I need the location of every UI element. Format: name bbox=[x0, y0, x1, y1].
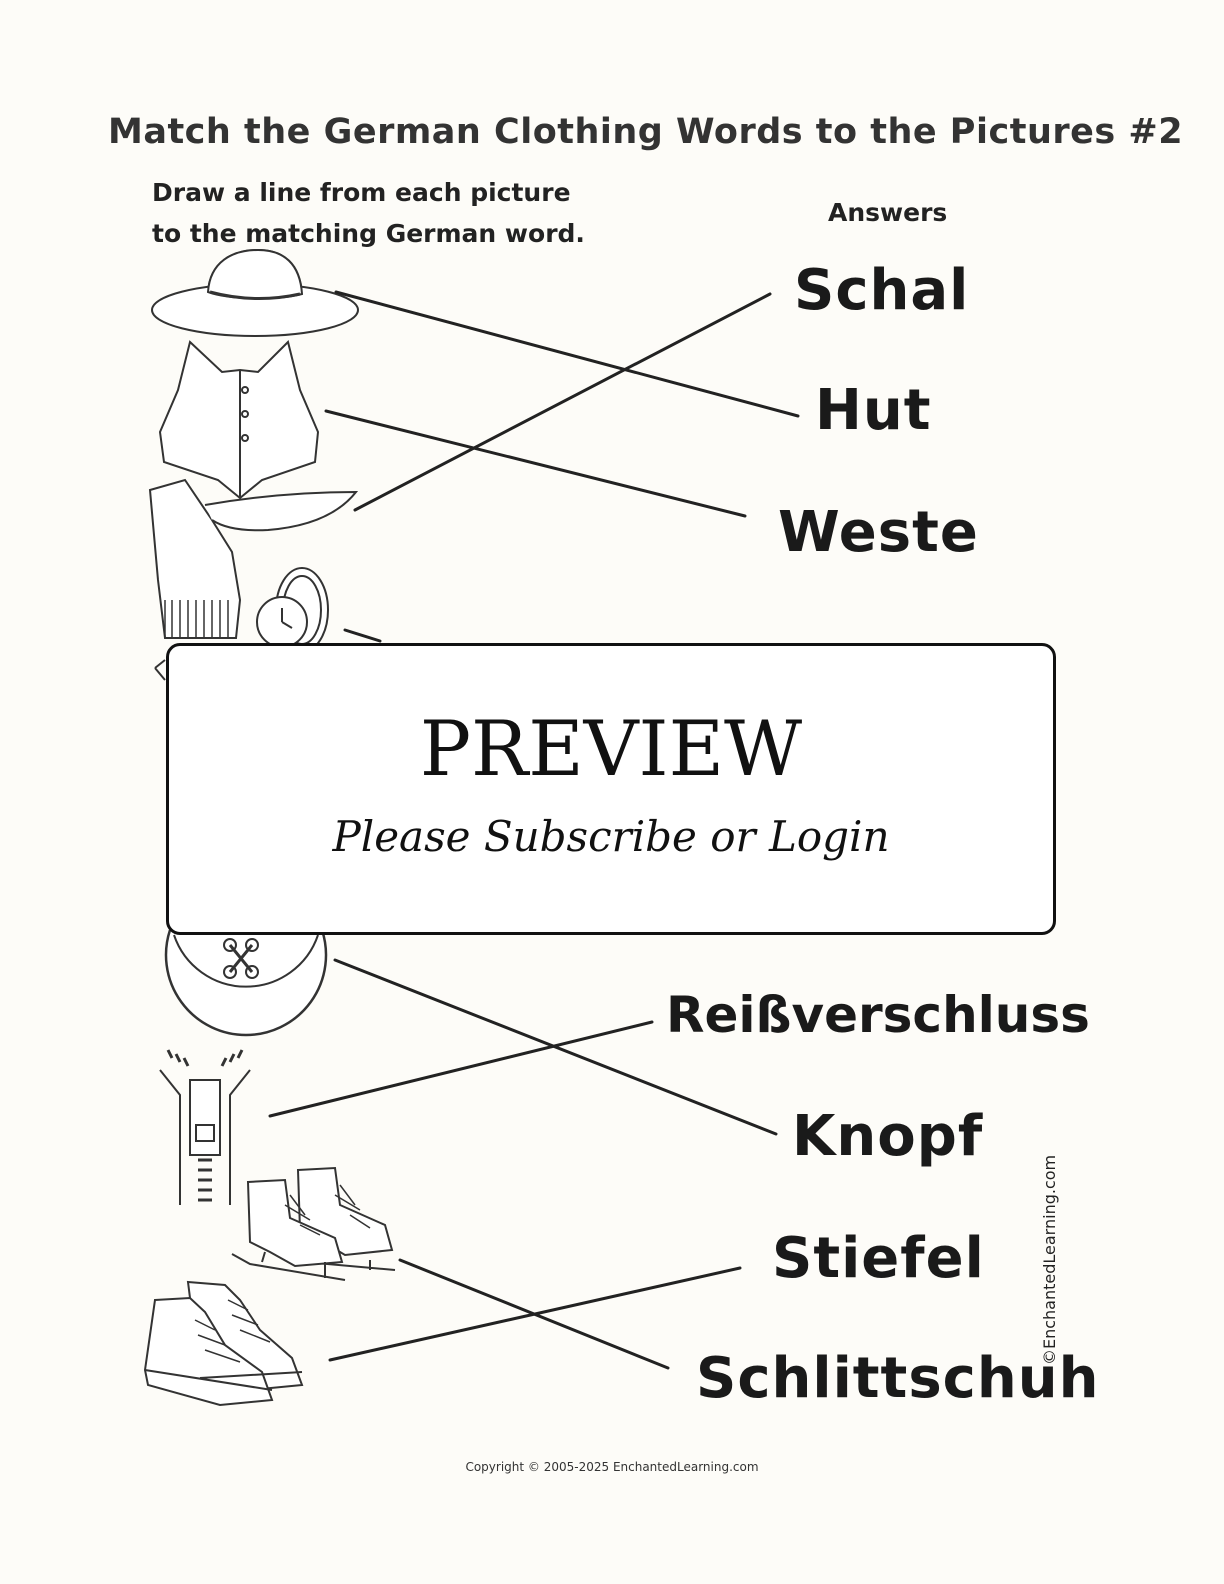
preview-title: PREVIEW bbox=[419, 704, 803, 793]
boots-icon bbox=[145, 1282, 302, 1405]
line-vest-weste bbox=[326, 411, 745, 516]
instructions: Draw a line from each picture to the matching German word. bbox=[152, 178, 585, 248]
word-hut: Hut bbox=[815, 378, 932, 443]
word-schal: Schal bbox=[794, 258, 970, 323]
line-zipper-reissverschluss bbox=[270, 1022, 652, 1116]
zipper-icon bbox=[160, 1050, 250, 1205]
line-boots-stiefel bbox=[330, 1268, 740, 1360]
line-watch-hidden bbox=[345, 630, 380, 641]
side-credit: ©EnchantedLearning.com bbox=[1040, 1154, 1059, 1365]
word-reissverschluss: Reißverschluss bbox=[666, 986, 1090, 1044]
preview-subtitle[interactable]: Please Subscribe or Login bbox=[332, 812, 890, 861]
word-schlittschuh: Schlittschuh bbox=[696, 1346, 1100, 1411]
vest-icon bbox=[160, 342, 318, 498]
button-icon bbox=[166, 930, 326, 1035]
line-hat-hut bbox=[336, 292, 798, 416]
line-scarf-schal bbox=[355, 294, 770, 510]
word-knopf: Knopf bbox=[792, 1104, 984, 1169]
page-title: Match the German Clothing Words to the Pictures #2 bbox=[108, 112, 1184, 152]
copyright: Copyright © 2005-2025 EnchantedLearning.com bbox=[465, 1460, 759, 1474]
ice-skates-icon bbox=[232, 1168, 395, 1280]
answers-label: Answers bbox=[828, 198, 948, 227]
preview-overlay[interactable] bbox=[166, 643, 1056, 935]
word-weste: Weste bbox=[778, 500, 979, 565]
word-stiefel: Stiefel bbox=[772, 1226, 985, 1291]
hat-icon bbox=[152, 250, 358, 336]
